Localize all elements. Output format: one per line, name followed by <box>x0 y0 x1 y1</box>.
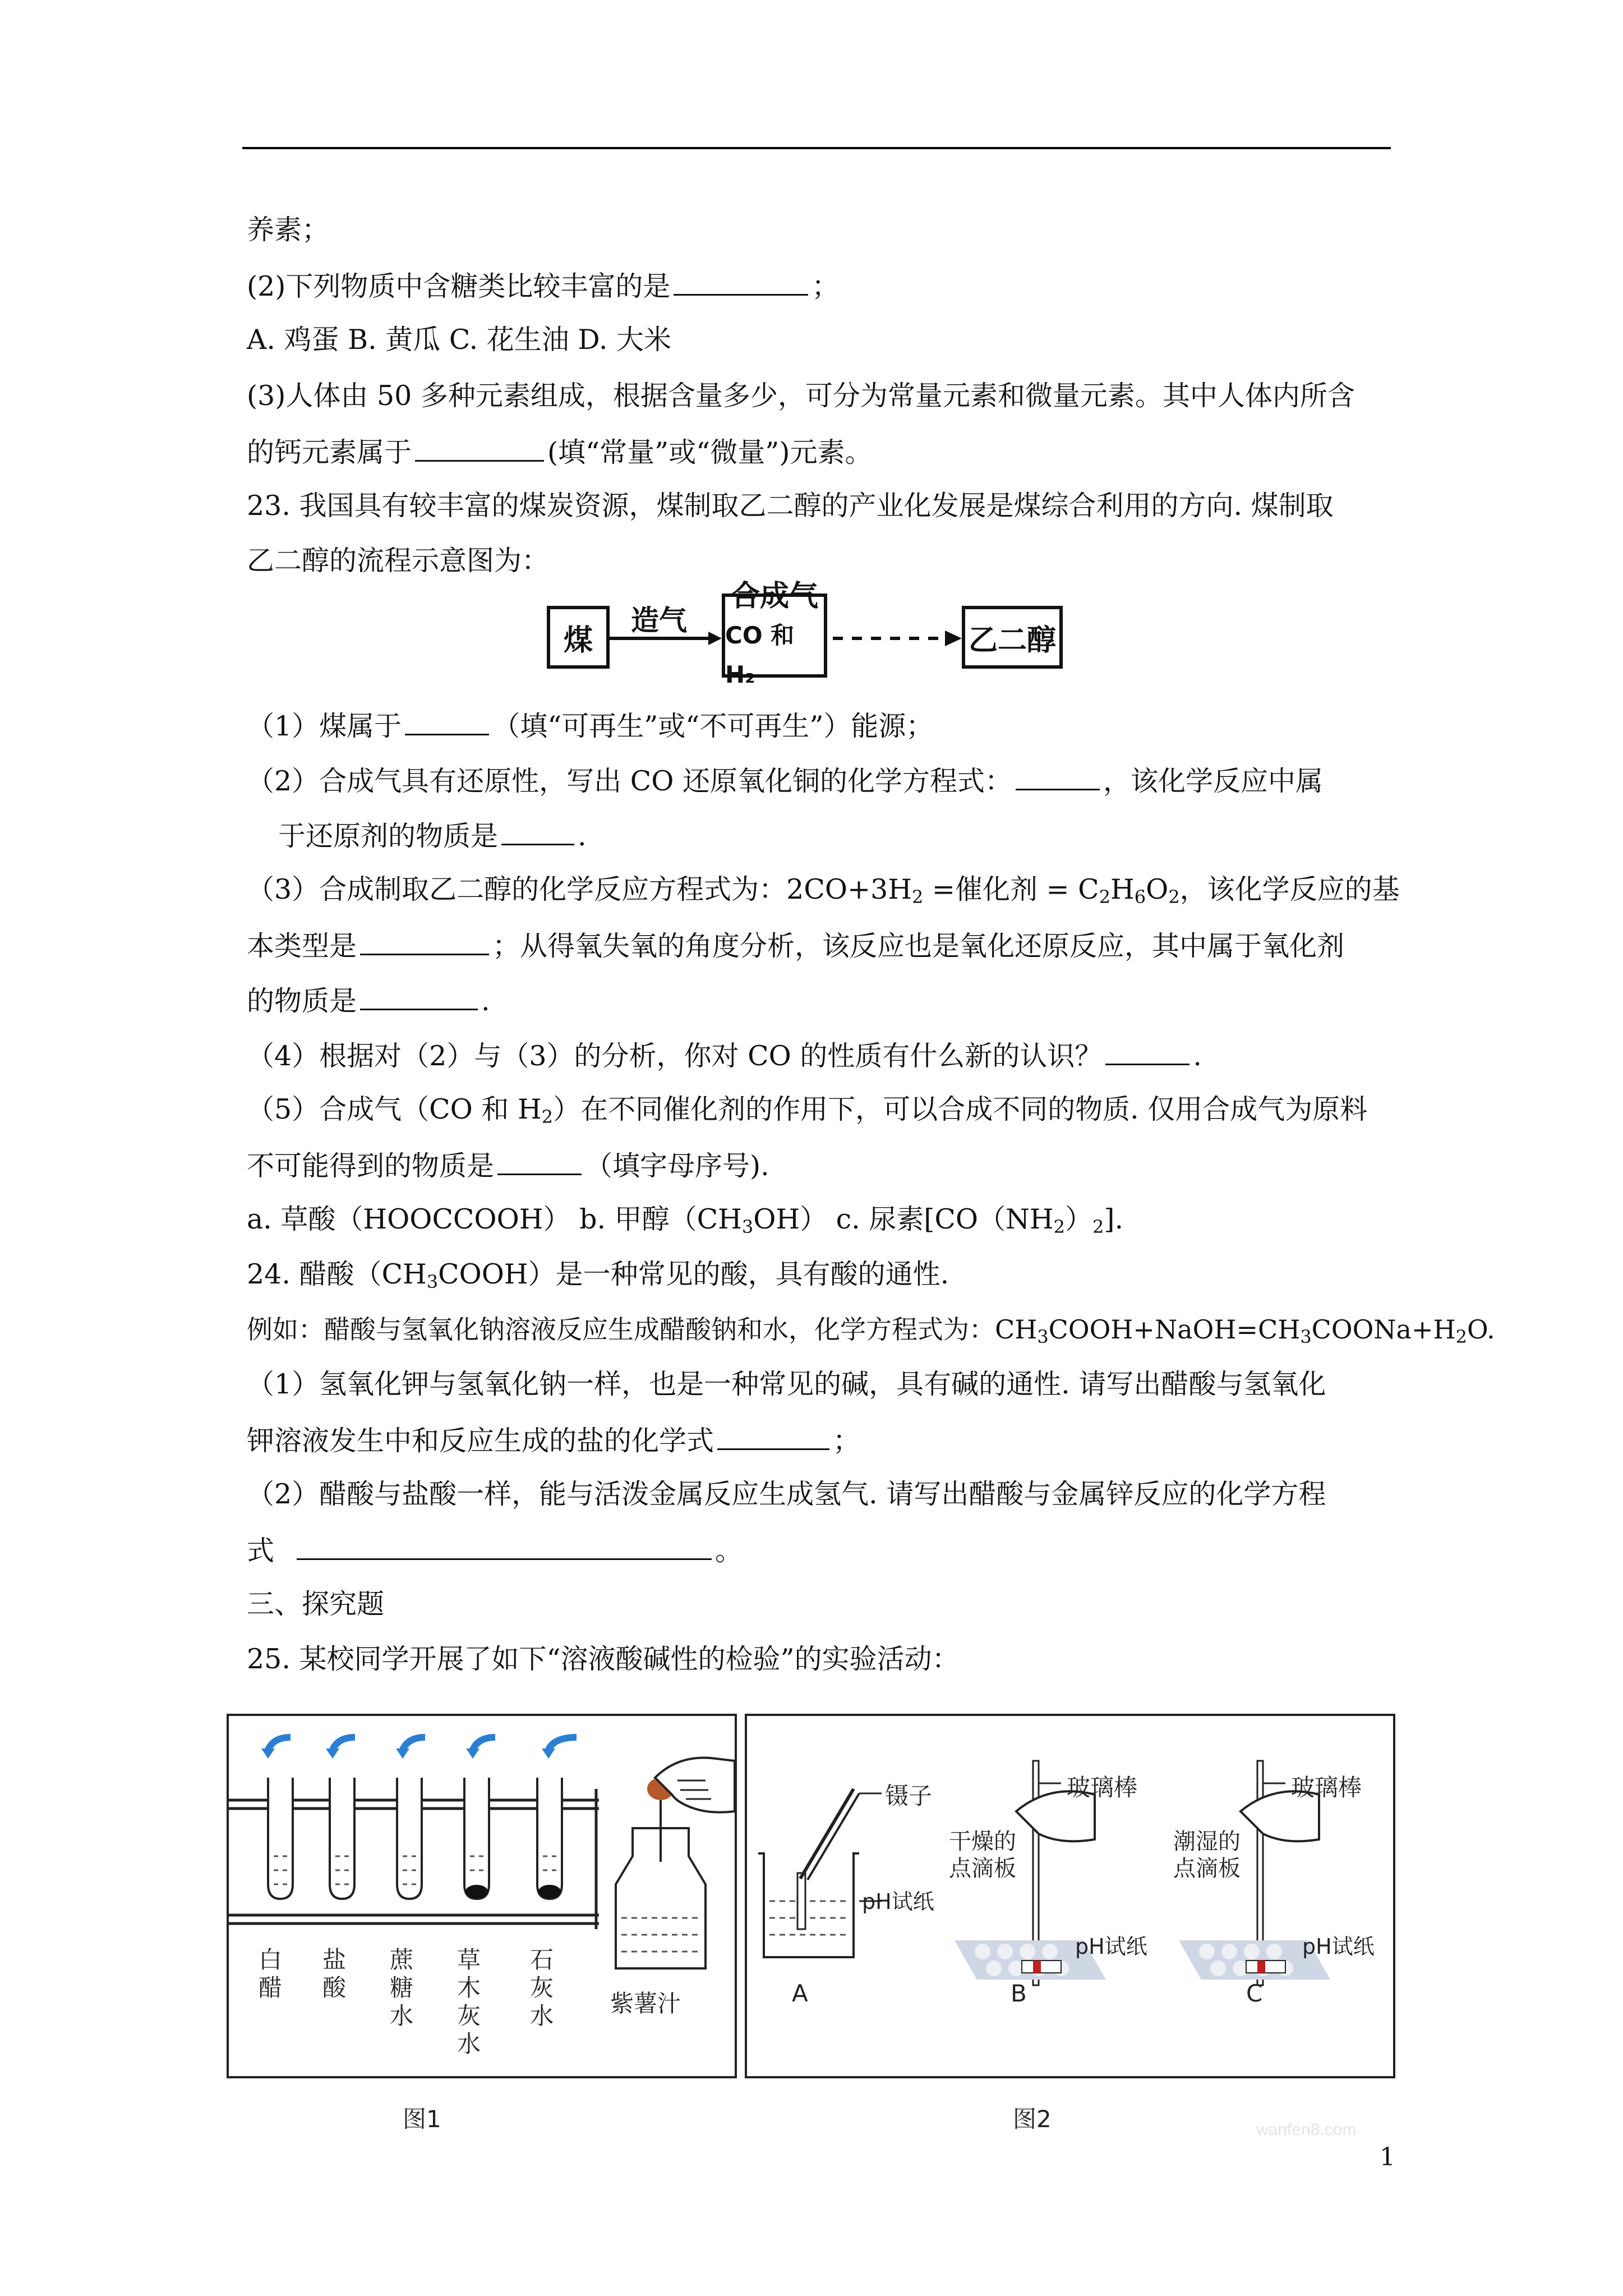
label-a: A <box>792 1980 808 2007</box>
question-24: 24. 醋酸$(CH_3COOH)$是一种常见的酸，具有酸的通性. <box>247 1258 949 1292</box>
tube-label: 盐酸 <box>322 1946 346 2001</box>
answer-blank <box>1016 763 1100 790</box>
page-number: 1 <box>1380 2143 1395 2171</box>
label-b: B <box>1011 1980 1027 2007</box>
header-rule <box>242 147 1391 149</box>
dry-plate-label: 干燥的点滴板 <box>949 1829 1016 1881</box>
syngas-box: 合成气 CO 和 H₂ <box>722 593 827 678</box>
glass-rod-label: 玻璃棒 <box>1291 1774 1362 1801</box>
coal-box: 煤 <box>547 606 610 669</box>
question-23-1: （1）煤属于 （填“可再生”或“不可再生”）能源； <box>247 708 933 743</box>
answer-blank <box>415 434 544 462</box>
question-23-3: （3）合成制取乙二醇的化学反应方程式为：$2CO+3H_2$ =催化剂 = $C_2H_6O_2$，该化学反应的基 <box>247 873 1400 908</box>
question-24-2: （2）醋酸与盐酸一样，能与活泼金属反应生成氢气. 请写出醋酸与金属锌反应的化学方程 <box>247 1478 1326 1510</box>
test-tube-rack-illustration <box>229 1716 735 2076</box>
ph-paper-label: pH试纸 <box>1075 1934 1147 1959</box>
question-22-3-cont: 的钙元素属于 (填“常量”或“微量”)元素。 <box>247 434 872 470</box>
question-24-2-cont: 式 。 <box>247 1533 743 1568</box>
figure-2 <box>745 1714 1395 2078</box>
tube-label: 草木灰水 <box>457 1946 481 2058</box>
question-24-1-cont: 钾溶液发生中和反应生成的盐的化学式 ； <box>247 1423 860 1458</box>
flow-diagram <box>547 579 1096 688</box>
answer-blank <box>1105 1038 1189 1065</box>
answer-blank <box>360 928 489 955</box>
figure-1-caption: 图1 <box>403 2105 441 2133</box>
answer-blank <box>297 1533 712 1560</box>
figure-1 <box>227 1714 737 2078</box>
bottle-label: 紫薯汁 <box>610 1990 681 2017</box>
text-line: 养素； <box>247 214 330 246</box>
answer-blank <box>360 983 478 1010</box>
label-c: C <box>1246 1980 1263 2007</box>
answer-blank <box>717 1423 829 1450</box>
answer-blank <box>674 268 808 296</box>
question-23-5-options: a. 草酸（HOOCCOOH） b. 甲醇$(CH_3OH)$ c. 尿素$[CO(NH_2)_2]$. <box>247 1203 1124 1237</box>
question-23: 23. 我国具有较丰富的煤炭资源，煤制取乙二醇的产业化发展是煤综合利用的方向. 煤制取 <box>247 490 1334 522</box>
answer-blank <box>405 708 489 735</box>
question-23-3-cont2: 的物质是 . <box>247 983 490 1018</box>
figure-2-caption: 图2 <box>1013 2105 1052 2133</box>
answer-blank <box>497 1148 582 1175</box>
question-22-3: (3)人体由 50 多种元素组成，根据含量多少，可分为常量元素和微量元素。其中人体内所含 <box>247 380 1355 412</box>
tube-label: 石灰水 <box>529 1946 554 2030</box>
watermark: wanfen8.com <box>1256 2120 1357 2139</box>
tweezers-label: 镊子 <box>885 1782 933 1810</box>
question-23-5-cont: 不可能得到的物质是 （填字母序号). <box>247 1148 769 1183</box>
question-23-2-cont: 于还原剂的物质是 . <box>278 818 587 853</box>
question-23-3-cont: 本类型是 ；从得氧失氧的角度分析，该反应也是氧化还原反应，其中属于氧化剂 <box>247 928 1344 963</box>
question-23-cont: 乙二醇的流程示意图为： <box>247 545 550 577</box>
question-23-5: （5）合成气（CO 和 $H_2$）在不同催化剂的作用下，可以合成不同的物质. 仅用合成气为原料 <box>247 1093 1368 1128</box>
glass-rod-label: 玻璃棒 <box>1067 1774 1138 1801</box>
question-22-2-options: A. 鸡蛋 B. 黄瓜 C. 花生油 D. 大米 <box>247 324 672 356</box>
ph-paper-label: pH试纸 <box>862 1889 934 1914</box>
question-24-example: 例如：醋酸与氢氧化钠溶液反应生成醋酸钠和水，化学方程式为：$CH_3COOH+NaOH=CH_3COONa+H_2O$. <box>247 1314 1495 1347</box>
question-23-2: （2）合成气具有还原性，写出 CO 还原氧化铜的化学方程式： ，该化学反应中属 <box>247 763 1323 798</box>
section-heading: 三、探究题 <box>247 1588 385 1620</box>
tube-label: 白醋 <box>258 1946 282 2001</box>
question-22-2: (2)下列物质中含糖类比较丰富的是 ； <box>247 268 839 303</box>
answer-blank <box>501 818 574 845</box>
question-25: 25. 某校同学开展了如下“溶液酸碱性的检验”的实验活动： <box>247 1643 960 1675</box>
wet-plate-label: 潮湿的点滴板 <box>1173 1829 1241 1881</box>
question-23-4: （4）根据对（2）与（3）的分析，你对 CO 的性质有什么新的认识？ . <box>247 1038 1202 1073</box>
tube-label: 蔗糖水 <box>389 1946 413 2030</box>
arrow-icon <box>610 627 722 650</box>
make-gas-label: 造气 <box>631 604 687 637</box>
glycol-box: 乙二醇 <box>962 606 1063 669</box>
dashed-arrow-icon <box>827 627 962 650</box>
question-24-1: （1）氢氧化钾与氢氧化钠一样，也是一种常见的碱，具有碱的通性. 请写出醋酸与氢氧化 <box>247 1368 1326 1400</box>
ph-paper-label: pH试纸 <box>1302 1934 1375 1959</box>
